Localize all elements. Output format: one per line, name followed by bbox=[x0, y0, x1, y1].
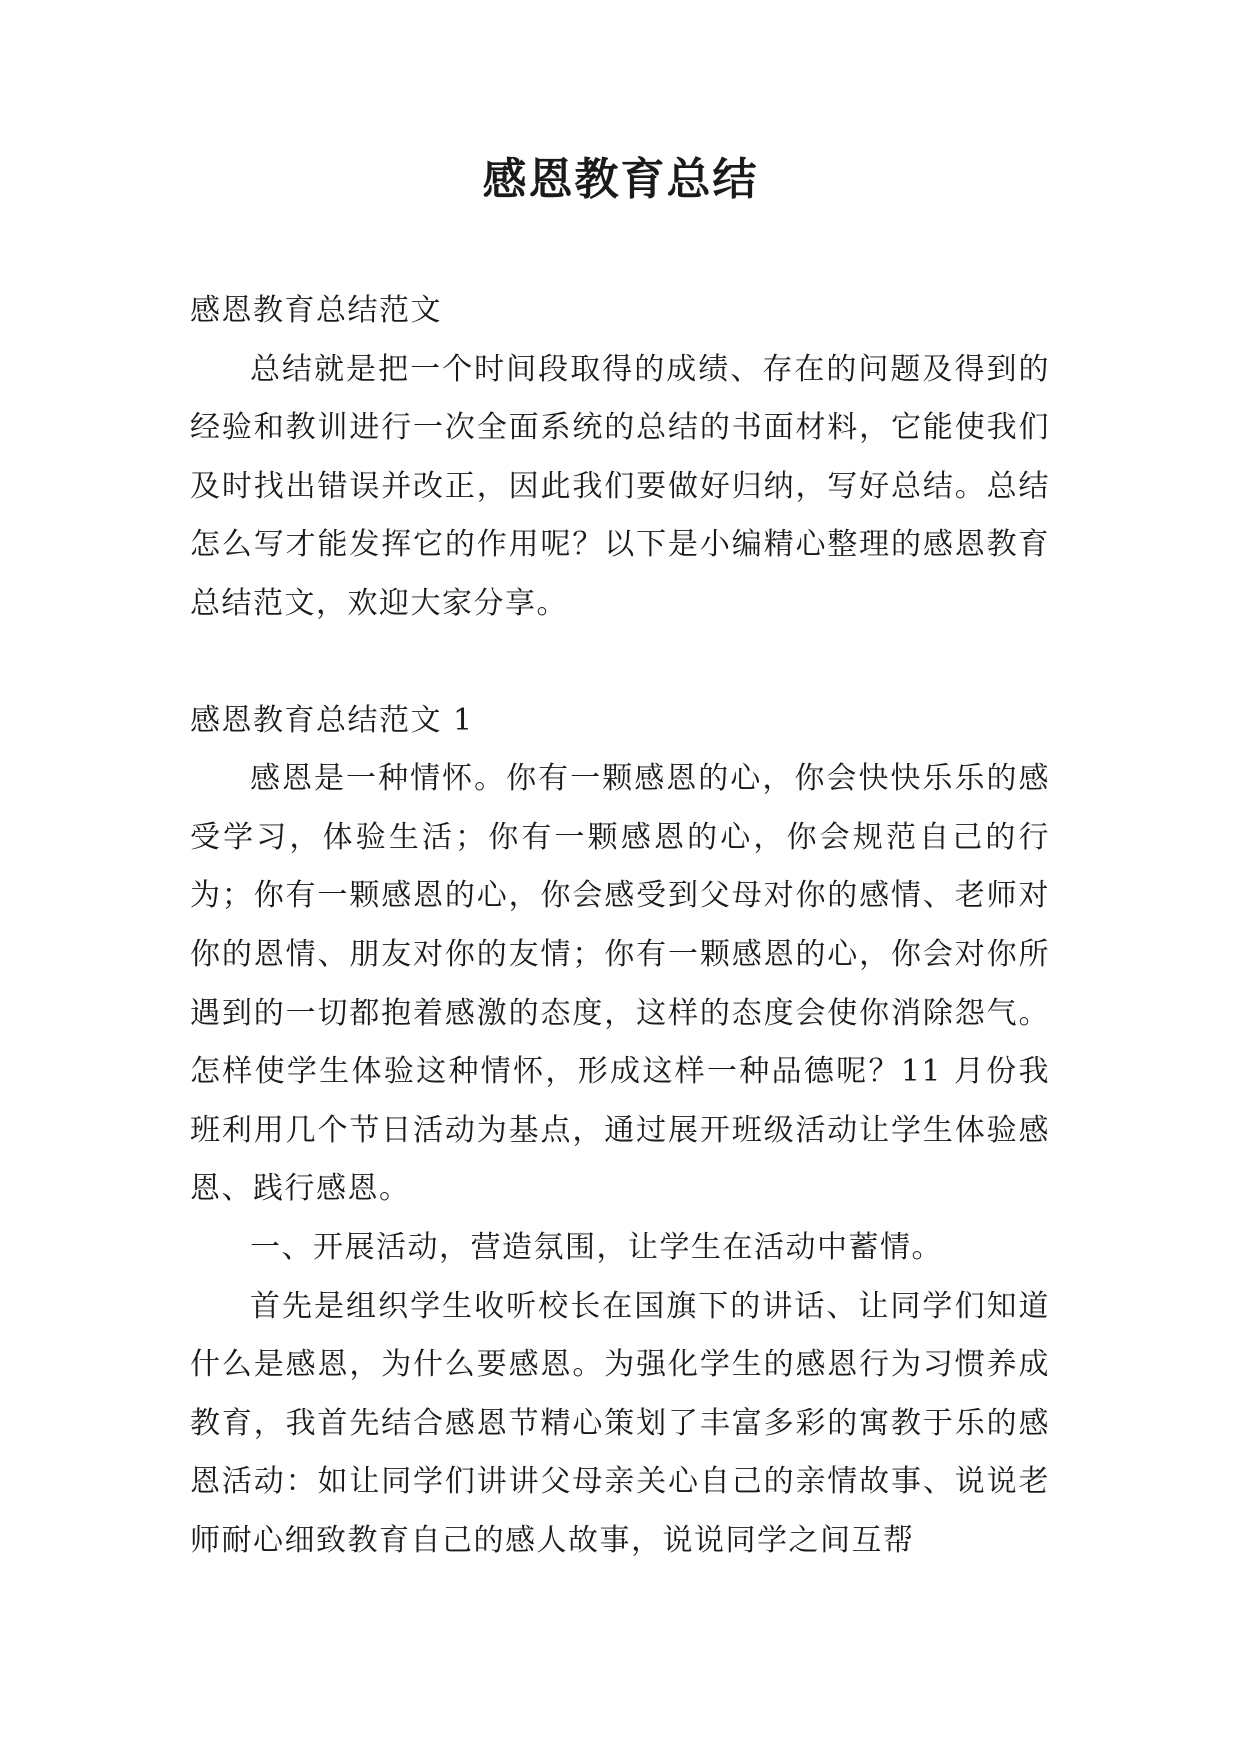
section1-paragraph-1: 感恩是一种情怀。你有一颗感恩的心，你会快快乐乐的感受学习，体验生活；你有一颗感恩的心，你会规范自己的行为；你有一颗感恩的心，你会感受到父母对你的感情、老师对你的恩情、朋友对你的友情；你有一颗感恩的心，你会对你所遇到的一切都抱着感激的态度，这样的态度会使你消除怨气。怎样使学生体验这种情怀，形成这样一种品德呢？11 月份我班利用几个节日活动为基点，通过展开班级活动让学生体验感恩、践行感恩。 bbox=[190, 761, 1050, 1207]
section1-paragraph-2: 一、开展活动，营造氛围，让学生在活动中蓄情。 bbox=[250, 1229, 943, 1265]
intro-paragraph: 总结就是把一个时间段取得的成绩、存在的问题及得到的经验和教训进行一次全面系统的总结的书面材料，它能使我们及时找出错误并改正，因此我们要做好归纳，写好总结。总结怎么写才能发挥它的作用呢？以下是小编精心整理的感恩教育总结范文，欢迎大家分享。 bbox=[190, 351, 1050, 621]
intro-heading: 感恩教育总结范文 bbox=[190, 293, 442, 328]
section-spacer bbox=[190, 634, 1050, 692]
document-body bbox=[190, 282, 1050, 1570]
document-title: 感恩教育总结 bbox=[482, 154, 759, 205]
section1-heading: 感恩教育总结范文 1 bbox=[190, 702, 474, 738]
section1-paragraph-3: 首先是组织学生收听校长在国旗下的讲话、让同学们知道什么是感恩，为什么要感恩。为强化学生的感恩行为习惯养成教育，我首先结合感恩节精心策划了丰富多彩的寓教于乐的感恩活动：如让同学们讲讲父母亲关心自己的亲情故事、说说老师耐心细致教育自己的感人故事，说说同学之间互帮 bbox=[190, 1288, 1050, 1558]
